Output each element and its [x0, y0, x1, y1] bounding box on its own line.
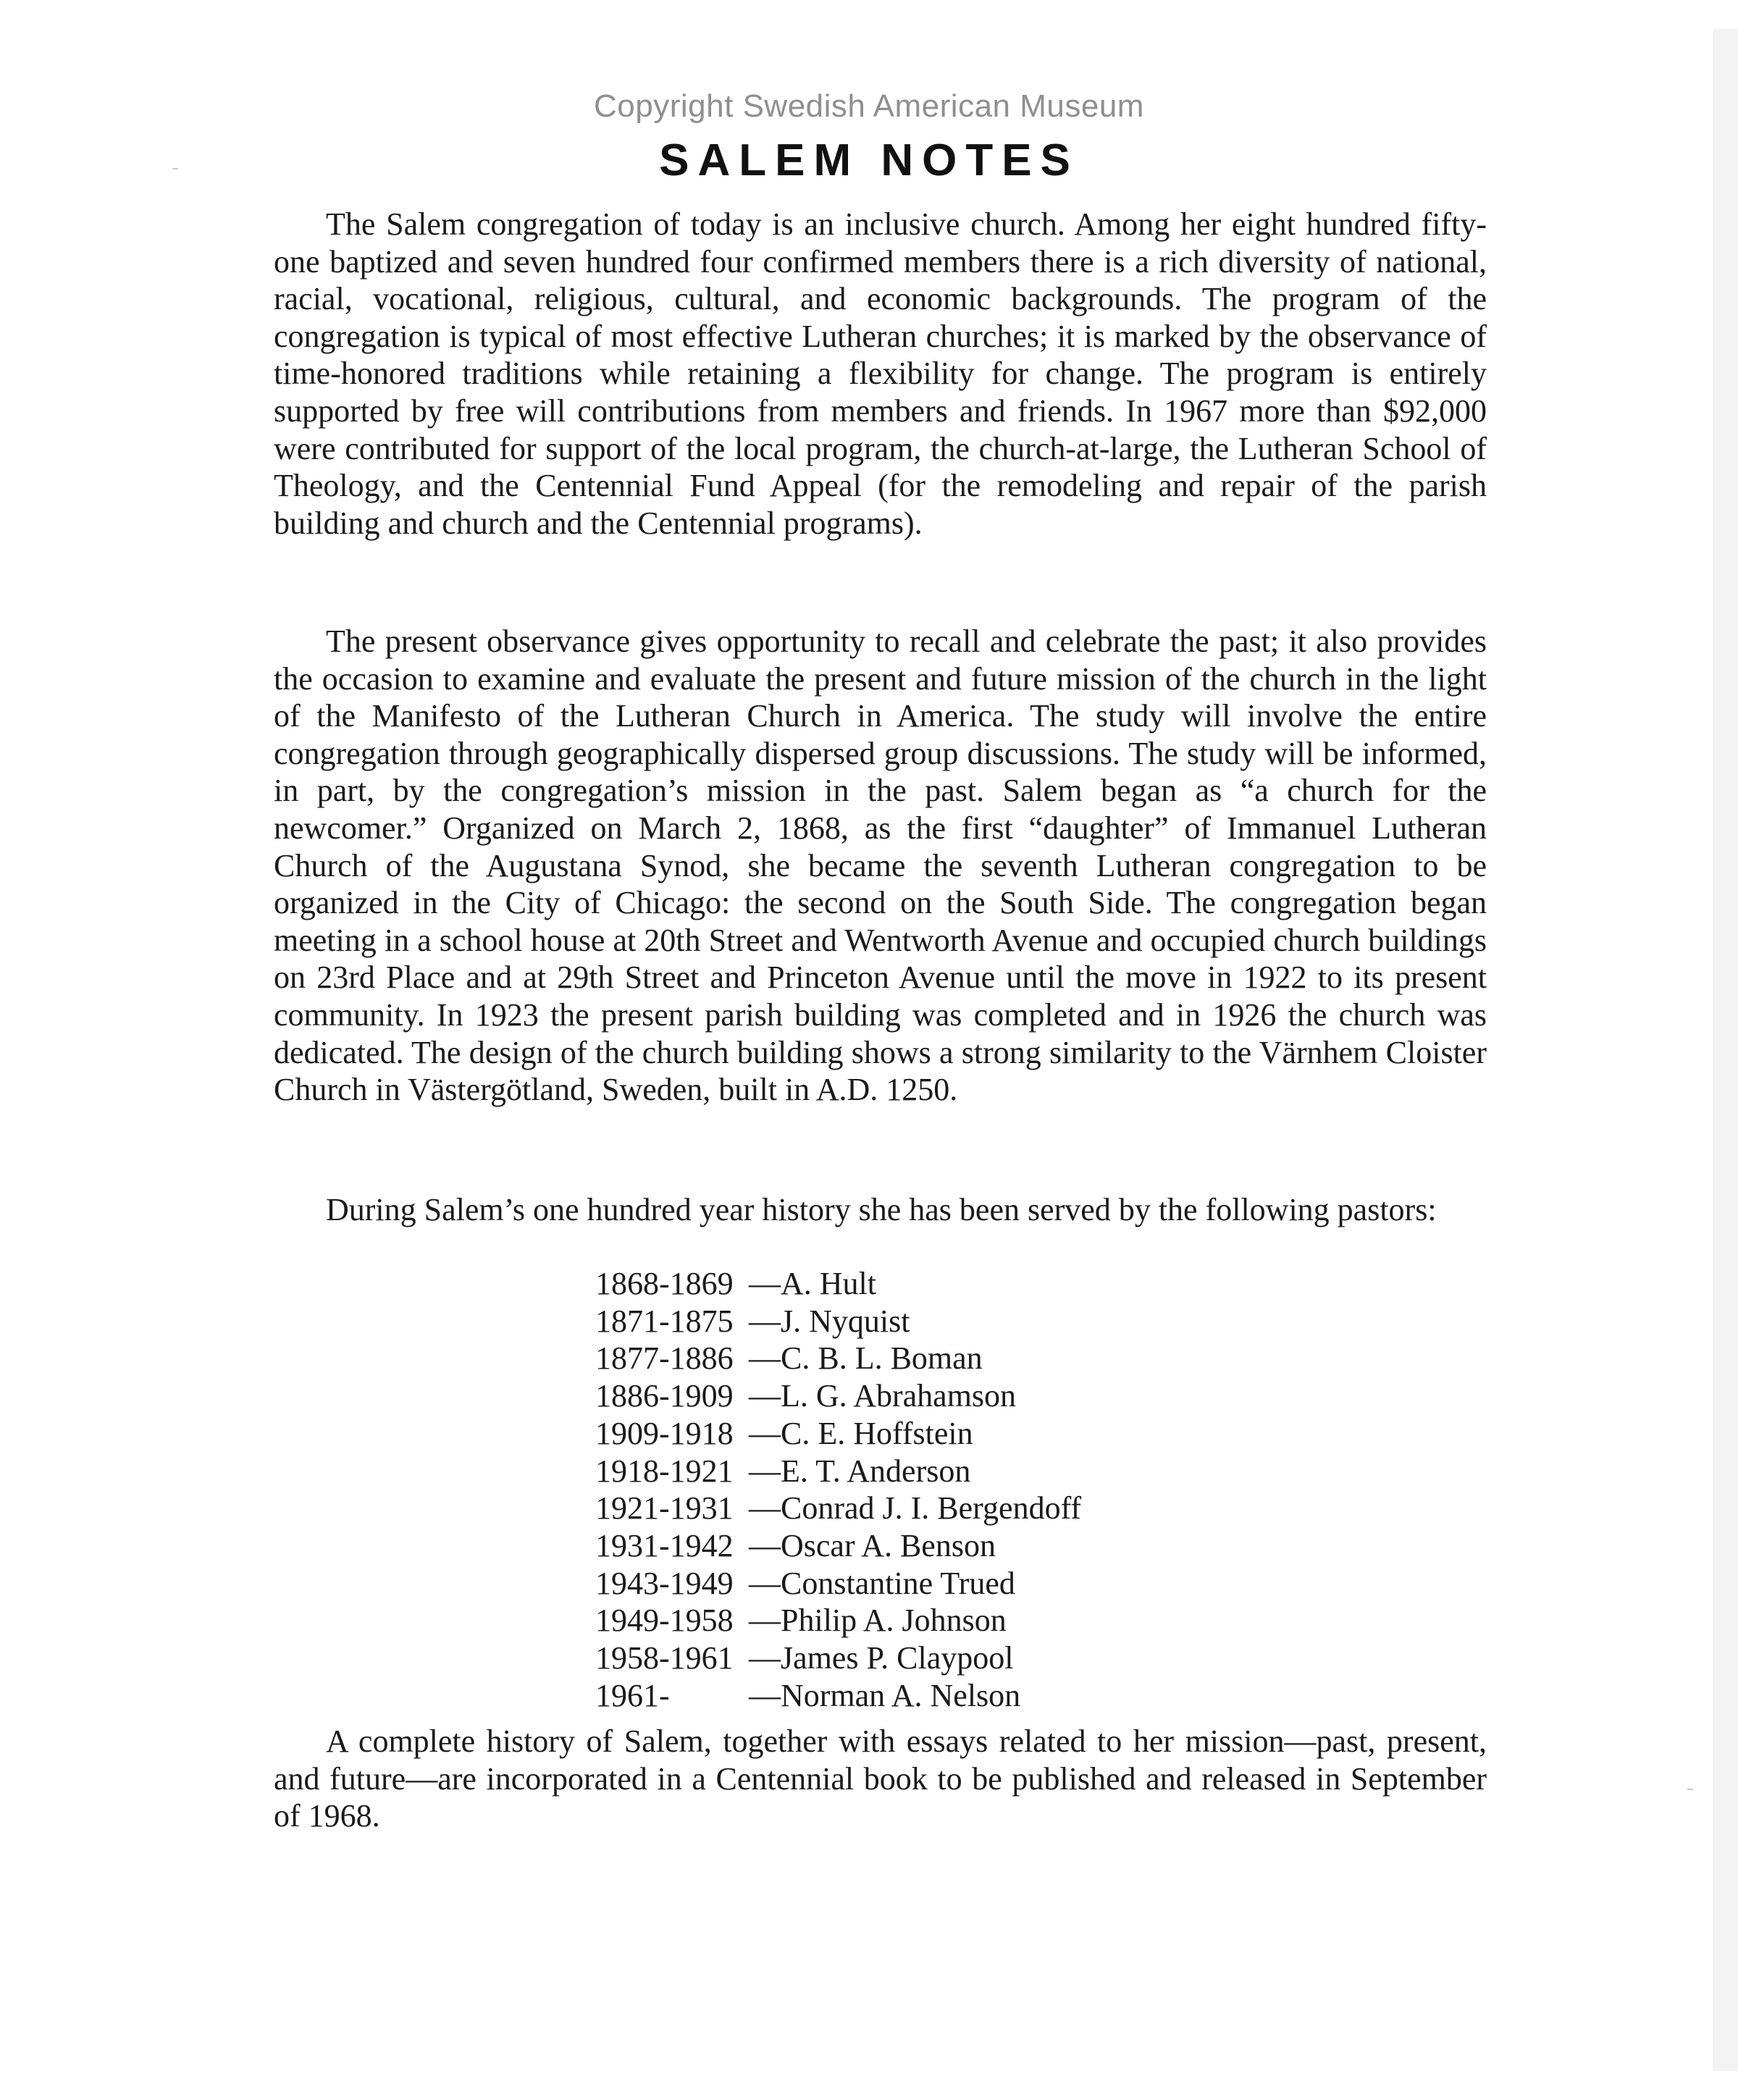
paragraph-text: During Salem’s one hundred year history she has been served by the following pastors: [326, 1192, 1437, 1227]
pastor-name: Norman A. Nelson [781, 1677, 1021, 1713]
pastor-entry [595, 1639, 1247, 1677]
pastor-years: 1943-1949 [595, 1565, 734, 1601]
pastor-years: 1958-1961 [595, 1640, 734, 1676]
pastor-entry [595, 1377, 1247, 1415]
paragraph-centennial-book [274, 1723, 1487, 1835]
pastor-dash: — [749, 1603, 781, 1639]
pastor-entry [595, 1565, 1247, 1603]
pastor-dash: — [749, 1303, 781, 1339]
pastor-entry [595, 1303, 1247, 1340]
pastor-dash: — [749, 1677, 781, 1713]
pastor-years: 1886-1909 [595, 1378, 734, 1414]
pastor-dash: — [749, 1490, 781, 1526]
copyright-watermark: Copyright Swedish American Museum [594, 88, 1144, 124]
paragraph-pastors-intro [274, 1191, 1487, 1229]
pastor-years: 1918-1921 [595, 1453, 734, 1489]
pastor-name: Constantine Trued [781, 1565, 1015, 1601]
pastor-years: 1871-1875 [595, 1303, 734, 1339]
paragraph-text: The present observance gives opportunity to recall and celebrate the past; it also provides the occasion to examine and evaluate the present and future mission of the church in the light of the Manifesto of the Lutheran Church in America. The study will involve the entire congregation through geographically dispersed group discussions. The study will be informed, in part, by the congregation’s mission in the past. Salem began as “a church for the newcomer.” Organized on March 2, 1868, as the first “daughter” of Immanuel Lutheran Church of the Augustana Synod, she became the seventh Lutheran congregation to be organized in the City of Chicago: the second on the South Side. The congregation began meeting in a school house at 20th Street and Wentworth Avenue and occupied church buildings on 23rd Place and at 29th Street and Princeton Avenue until the move in 1922 to its present community. In 1923 the present parish building was completed and in 1926 the church was dedicated. The design of the church building shows a strong similarity to the Värnhem Cloister Church in Västergötland, Sweden, built in A.D. 1250. [274, 623, 1487, 1108]
pastor-name: Philip A. Johnson [781, 1603, 1007, 1639]
pastor-name: James P. Claypool [781, 1640, 1014, 1676]
pastor-years: 1949-1958 [595, 1603, 734, 1639]
pastor-entry [595, 1415, 1247, 1453]
pastor-entry [595, 1453, 1247, 1490]
pastor-name: A. Hult [781, 1266, 876, 1301]
page-title: SALEM NOTES [659, 135, 1079, 185]
pastor-entry [595, 1602, 1247, 1639]
pastor-name: C. E. Hoffstein [781, 1415, 973, 1451]
pastor-name: Conrad J. I. Bergendoff [781, 1490, 1082, 1526]
pastor-years: 1921-1931 [595, 1490, 734, 1526]
pastor-name: C. B. L. Boman [781, 1340, 983, 1377]
pastor-entry [595, 1340, 1247, 1377]
pastor-dash: — [749, 1640, 781, 1676]
scan-speck [1687, 1789, 1693, 1790]
pastor-years: 1961- [595, 1677, 670, 1713]
paragraph-text: A complete history of Salem, together with essays related to her mission—past, present, and future—are incorporated in a Centennial book to be published and released in September of 1968. [274, 1723, 1487, 1834]
pastor-dash: — [749, 1565, 781, 1601]
pastor-name: J. Nyquist [781, 1303, 910, 1339]
pastor-years: 1877-1886 [595, 1340, 734, 1377]
pastor-name: Oscar A. Benson [781, 1527, 996, 1563]
pastor-years: 1868-1869 [595, 1266, 734, 1301]
pastor-dash: — [749, 1527, 781, 1563]
pastor-entry [595, 1527, 1247, 1565]
pastor-dash: — [749, 1378, 781, 1414]
pastor-entry [595, 1677, 1247, 1715]
scan-edge-shadow [1713, 29, 1738, 2071]
paragraph-history [274, 623, 1487, 1109]
pastor-list [595, 1265, 1247, 1714]
pastor-dash: — [749, 1266, 781, 1301]
paragraph-congregation [274, 206, 1487, 542]
pastor-years: 1931-1942 [595, 1527, 734, 1563]
pastor-dash: — [749, 1340, 781, 1377]
pastor-name: E. T. Anderson [781, 1453, 971, 1489]
pastor-dash: — [749, 1453, 781, 1489]
paragraph-text: The Salem congregation of today is an inclusive church. Among her eight hundred fifty-one baptized and seven hundred four confirmed members there is a rich diversity of national, racial, vocational, religious, cultural, and economic backgrounds. The program of the congregation is typical of most effective Lutheran churches; it is marked by the observance of time-honored traditions while retaining a flexibility for change. The program is entirely supported by free will contributions from members and friends. In 1967 more than $92,000 were contributed for support of the local program, the church-at-large, the Lutheran School of Theology, and the Centennial Fund Appeal (for the remodeling and repair of the parish building and church and the Centennial programs). [274, 206, 1487, 541]
pastor-entry [595, 1490, 1247, 1527]
pastor-entry [595, 1265, 1247, 1303]
pastor-dash: — [749, 1415, 781, 1451]
pastor-name: L. G. Abrahamson [781, 1378, 1017, 1414]
pastor-years: 1909-1918 [595, 1415, 734, 1451]
